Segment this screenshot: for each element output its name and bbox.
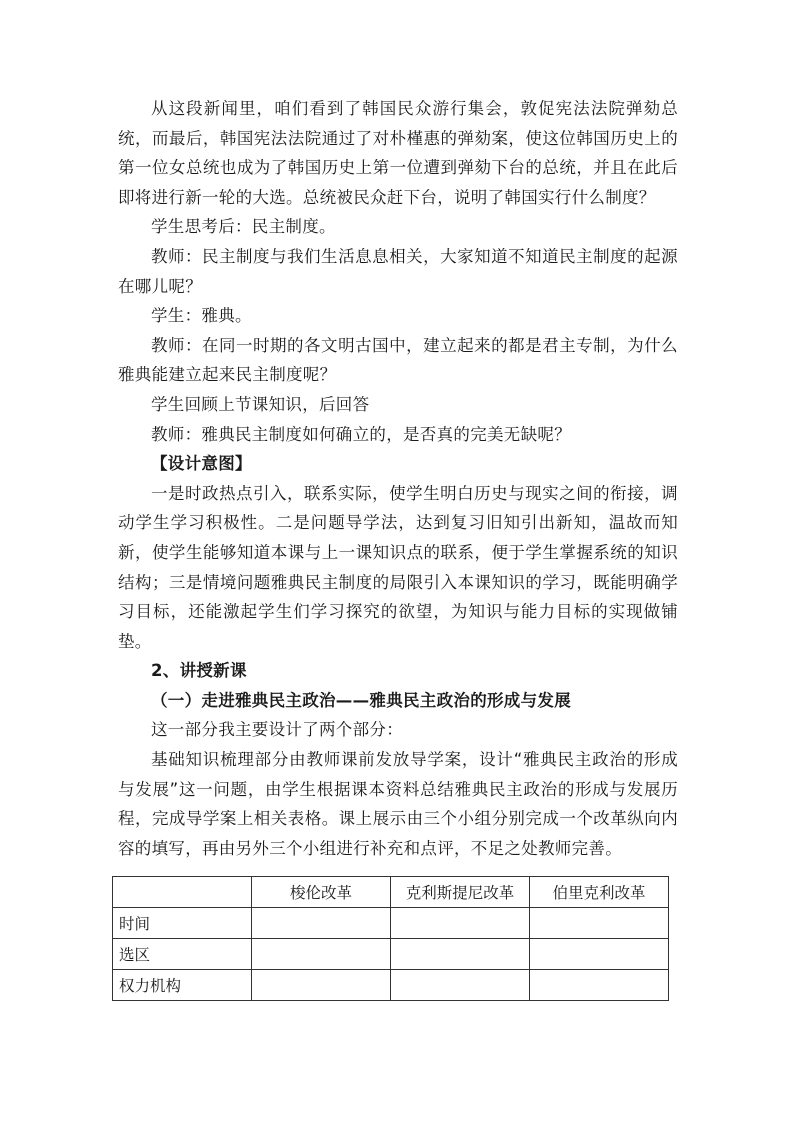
table-header-row: [113, 877, 669, 908]
paragraph-student-review: 学生回顾上节课知识，后回答: [151, 394, 370, 414]
table-cell: [252, 939, 391, 970]
heading-new-lesson: 2、讲授新课: [151, 661, 247, 681]
document-body: [118, 94, 678, 863]
table-cell: [530, 939, 669, 970]
reform-comparison-table: [112, 876, 669, 1001]
reform-table-wrapper: [112, 876, 669, 1001]
table-cell: [391, 908, 530, 939]
table-row-label: 权力机构: [113, 970, 252, 1001]
table-cell: [252, 970, 391, 1001]
paragraph-teacher-question-1: 教师：民主制度与我们生活息息相关，大家知道不知道民主制度的起源在哪儿呢？: [118, 246, 678, 296]
heading-section-one: （一）走进雅典民主政治——雅典民主政治的形成与发展: [151, 690, 571, 710]
paragraph-basic-knowledge: 基础知识梳理部分由教师课前发放导学案，设计“雅典民主政治的形成与发展”这一问题，由学生根据课本资料总结雅典民主政治的形成与发展历程，完成导学案上相关表格。课上展示由三个小组分别完成一个改革纵向内容的填写，再由另外三个小组进行补充和点评，不足之处教师完善。: [118, 750, 678, 858]
table-row: [113, 939, 669, 970]
table-row: [113, 908, 669, 939]
table-header-cell: [113, 877, 252, 908]
table-header-cell: 梭伦改革: [252, 877, 391, 908]
table-cell: [252, 908, 391, 939]
paragraph-teacher-question-3: 教师：雅典民主制度如何确立的，是否真的完美无缺呢？: [151, 424, 571, 444]
table-cell: [391, 939, 530, 970]
table-row: [113, 970, 669, 1001]
table-header-cell: 克利斯提尼改革: [391, 877, 530, 908]
paragraph-student-answer-2: 学生：雅典。: [151, 306, 252, 326]
table-row-label: 时间: [113, 908, 252, 939]
table-cell: [530, 970, 669, 1001]
table-cell: [391, 970, 530, 1001]
paragraph-design-intent: 一是时政热点引入，联系实际，使学生明白历史与现实之间的衔接，调动学生学习积极性。二是问题导学法，达到复习旧知引出新知，温故而知新，使学生能够知道本课与上一课知识点的联系，便于学生掌握系统的知识结构；三是情境问题雅典民主制度的局限引入本课知识的学习，既能明确学习目标，还能激起学生们学习探究的欲望，为知识与能力目标的实现做铺垫。: [118, 483, 678, 651]
heading-design-intent: 【设计意图】: [151, 454, 252, 474]
paragraph-two-parts: 这一部分我主要设计了两个部分：: [151, 720, 403, 740]
table-row-label: 选区: [113, 939, 252, 970]
table-cell: [530, 908, 669, 939]
table-header-cell: 伯里克利改革: [530, 877, 669, 908]
paragraph-teacher-question-2: 教师：在同一时期的各文明古国中，建立起来的都是君主专制，为什么雅典能建立起来民主制度呢？: [118, 335, 678, 385]
paragraph-student-answer-1: 学生思考后：民主制度。: [151, 217, 336, 237]
paragraph-news-intro: 从这段新闻里，咱们看到了韩国民众游行集会，敦促宪法法院弹劾总统，而最后，韩国宪法法院通过了对朴槿惠的弹劾案，使这位韩国历史上的第一位女总统也成为了韩国历史上第一位遭到弹劾下台的总统，并且在此后即将进行新一轮的大选。总统被民众赶下台，说明了韩国实行什么制度？: [118, 99, 678, 207]
